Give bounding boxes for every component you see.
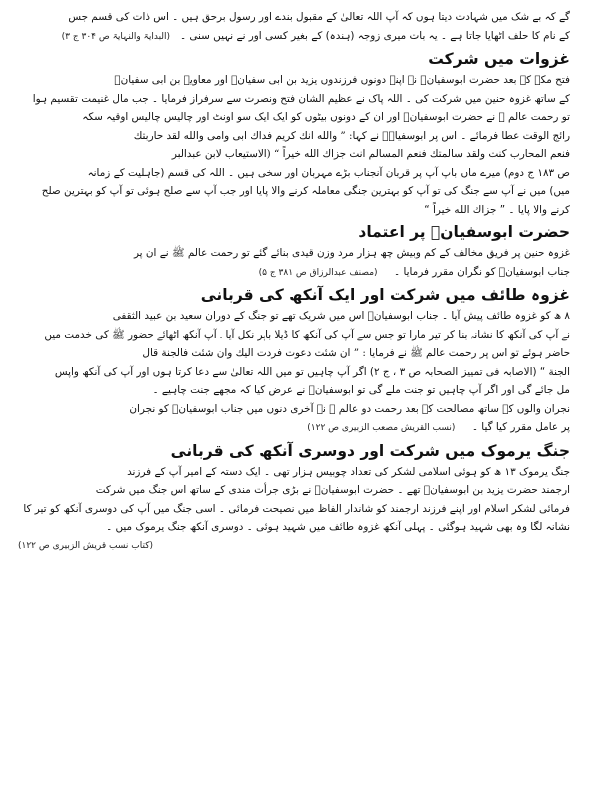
section-paragraph (18, 463, 570, 556)
text-line: الجنة “ (الاصابہ فی تمییز الصحابہ ص ۳ ، ج ۲) اگر آپ چاہیں تو میں اللہ تعالیٰ سے دعا کرتا ہوں اور آپ کی آنکھ واپس (54, 365, 570, 378)
text-line: جناب ابوسفیانؓ کو نگران مقرر فرمایا ۔ (مصنف عبدالرزاق ص ۳۸۱ ج ۵) (258, 265, 570, 278)
text-line: فتح مکہ کے بعد حضرت ابوسفیانؓ نے اپنے دونوں فرزندوں یزید بن ابی سفیانؓ اور معاویہ بن ابی سفیانؓ (114, 74, 570, 86)
text-line: فنعم المحارب كنت ولقد سالمتك فنعم المسالم انت جزاك الله خيراً “ (الاستیعاب لابن عبدالبر (171, 148, 570, 160)
citation: (مصنف عبدالرزاق ص ۳۸۱ ج ۵) (258, 267, 378, 278)
text-line: کے ساتھ غزوہ حنین میں شرکت کی ۔ اللہ پاک نے عظیم الشان فتح ونصرت سے سرفراز فرمایا ۔ جب مال غنیمت تقسیم ہوا (32, 92, 570, 105)
citation: (البدایۃ والنہایۃ ص ۳۰۴ ج ۳) (61, 31, 171, 42)
section-heading: غزوات میں شرکت (428, 50, 570, 68)
text-line: نے آپ کی آنکھ کا نشانہ بنا کر تیر مارا تو جس سے آپ کی آنکھ کا ڈیلا باہر نکل آیا ۔ آپ آنکھ اٹھائے حضور ﷺ کی خدمت میں (44, 328, 570, 341)
text-line: میں) میں نے آپ سے جنگ کی تو آپ کو بہترین جنگی معاملہ کرنے والا پایا اور جب آپ سے صلح ہوئی تو آپ کو بہترین صلح (41, 185, 570, 197)
section-paragraph (18, 244, 570, 282)
section-paragraph (18, 71, 570, 219)
text-line: پر عامل مقرر کیا گیا ۔ (نسب القریش مصعب الزبیری ص ۱۲۲) (307, 421, 570, 433)
text-line: ۸ ھ کو غزوہ طائف پیش آیا ۔ جناب ابوسفیانؓ اس میں شریک تھے تو جنگ کے دوران سعید بن عبید الثقفی (112, 310, 570, 322)
citation: (کتاب نسب قریش الزبیری ص ۱۲۲) (18, 540, 154, 551)
section-heading: حضرت ابوسفیانؓ پر اعتماد (358, 223, 570, 241)
section-heading: جنگ یرموک میں شرکت اور دوسری آنکھ کی قربانی (170, 441, 570, 460)
text-line: مل جائے گی اور اگر آپ چاہیں تو جنت ملے گی تو ابوسفیانؓ نے عرض کیا کہ مجھے جنت چاہیے ۔ (152, 384, 570, 396)
text-line: غزوہ حنین پر فریق مخالف کے کم وبیش چھ ہزار مرد وزن قیدی بنائے گئے تو رحمت عالم ﷺ نے ان پر (133, 247, 570, 259)
text-line: جنگ یرموک ۱۳ ھ کو ہوئی اسلامی لشکر کی تعداد چوبیس ہزار تھی ۔ ایک دستہ کے امیر آپ کے فرزند (127, 465, 570, 478)
section-heading: غزوہ طائف میں شرکت اور ایک آنکھ کی قربانی (200, 286, 570, 304)
text-line: فرمائی لشکر اسلام اور اپنے فرزند ارجمند کو شاندار الفاظ میں نصیحت فرمائی ۔ اسی جنگ میں آپ کی دوسری آنکھ کو تیر کا (23, 502, 570, 515)
text-line: گے کہ بے شک میں شہادت دیتا ہوں کہ آپ اللہ تعالیٰ کے مقبول بندے اور رسول برحق ہیں ۔ اس ذات کی قسم جس (68, 11, 570, 23)
text-line: رائج الوقت عطا فرمائے ۔ اس پر ابوسفیانؓ نے کہا: ” والله انك كريم فداك ابى وامى والله لقد حاربتك (133, 129, 570, 142)
text-line: کے نام کا حلف اٹھایا جاتا ہے ۔ یہ بات میری زوجہ (ہندہ) کے بغیر کسی اور نے نہیں سنی ۔ (البدایۃ والنہایۃ ص ۳۰۴ ج ۳) (61, 29, 570, 42)
text-line: حاضر ہوئے تو اس پر رحمت عالم ﷺ نے فرمایا : ” ان شئت دعوت فردت اليك وان شئت فالجنة قال (142, 347, 570, 359)
text-line: کرنے والا پایا ۔ ” جزاك الله خيراً “ (424, 203, 570, 216)
citation: (نسب القریش مصعب الزبیری ص ۱۲۲) (307, 423, 456, 433)
text-line: نشانہ لگا وہ بھی شہید ہوگئی ۔ پہلی آنکھ غزوہ طائف میں شہید ہوئی ۔ دوسری آنکھ جنگ یرموک میں ۔ (106, 521, 570, 533)
intro-paragraph (18, 8, 570, 46)
text-line: تو رحمت عالم ﷺ نے حضرت ابوسفیانؓ اور ان کے دونوں بیٹوں کو ایک ایک سو اونٹ اور چالیس چالیس اوقیہ سکہ (82, 111, 570, 123)
text-line: نجران والوں کے ساتھ مصالحت کے بعد رحمت دو عالم ﷺ نے آخری دنوں میں جناب ابوسفیانؓ کو نجران (129, 402, 570, 415)
section-paragraph (18, 307, 570, 438)
text-line: ص ۱۸۳ ج دوم) میرے ماں باپ آپ پر قربان آنجناب بڑے مہربان اور سخی ہیں ۔ اللہ کی قسم (جاہلیت کے زمانہ (87, 166, 570, 179)
text-line: ارجمند حضرت یزید بن ابوسفیانؓ تھے ۔ حضرت ابوسفیانؓ نے بڑی جرأت مندی کے ساتھ اس جنگ میں شرکت (95, 484, 570, 496)
